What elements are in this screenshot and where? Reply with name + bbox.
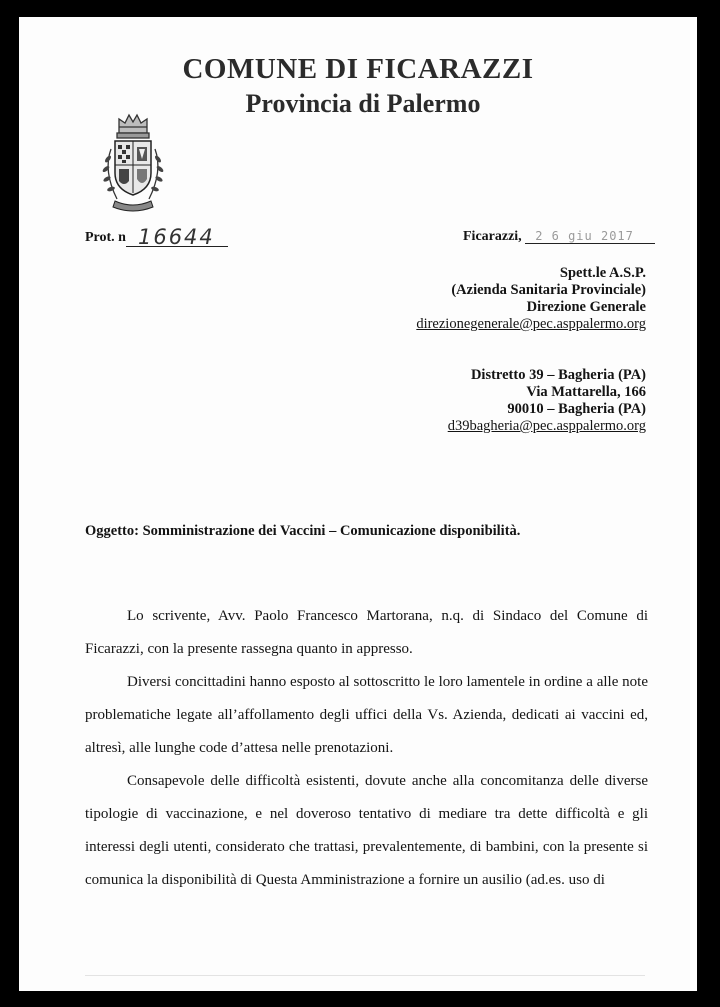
recipient-block-district xyxy=(448,367,646,435)
document-page xyxy=(19,17,697,991)
municipality-title: COMUNE DI FICARAZZI xyxy=(182,53,534,85)
recipient-line: 90010 – Bagheria (PA) xyxy=(507,401,646,417)
page-divider xyxy=(85,975,645,976)
date-stamp: 2 6 giu 2017 xyxy=(525,229,655,244)
recipient-block-asp xyxy=(416,265,646,333)
body-paragraph: Consapevole delle difficoltà esistenti, dovute anche alla concomitanza delle diverse tipologie di vaccinazione, e nel doveroso tentativo di mediare tra dette difficoltà e gli interessi degli utenti, considerato che trattasi, prevalentemente, di bambini, con la presente si comunica la disponibilità di Questa Amministrazione a fornire un ausilio (ad.es. uso di xyxy=(85,773,648,888)
protocol-label: Prot. n xyxy=(85,230,126,245)
protocol-field xyxy=(85,225,228,249)
subject-line: Oggetto: Somministrazione dei Vaccini – Comunicazione disponibilità. xyxy=(85,523,521,539)
body-paragraph: Lo scrivente, Avv. Paolo Francesco Martorana, n.q. di Sindaco del Comune di Ficarazzi, con la presente rassegna quanto in appresso. xyxy=(85,608,648,657)
body-paragraph: Diversi concittadini hanno esposto al sottoscritto le loro lamentele in ordine a alle note problematiche legate all’affollamento degli uffici della Vs. Azienda, dedicati ai vaccini ed, altresì, alle lunghe code d’attesa nelle prenotazioni. xyxy=(85,674,648,756)
recipient-line: Spett.le A.S.P. xyxy=(559,265,646,281)
province-subtitle: Provincia di Palermo xyxy=(245,89,481,118)
recipient-line: Direzione Generale xyxy=(526,299,646,315)
letter-body xyxy=(85,600,648,897)
recipient-line: Via Mattarella, 166 xyxy=(526,384,646,400)
coat-of-arms-icon xyxy=(95,109,171,219)
recipient-email[interactable]: direzionegenerale@pec.asppalermo.org xyxy=(416,316,646,332)
protocol-number: 16644 xyxy=(126,228,228,247)
recipient-line: (Azienda Sanitaria Provinciale) xyxy=(451,282,646,298)
place-label: Ficarazzi, xyxy=(463,229,522,244)
recipient-line: Distretto 39 – Bagheria (PA) xyxy=(470,367,646,383)
recipient-email[interactable]: d39bagheria@pec.asppalermo.org xyxy=(447,418,646,434)
place-date-field xyxy=(463,229,655,245)
